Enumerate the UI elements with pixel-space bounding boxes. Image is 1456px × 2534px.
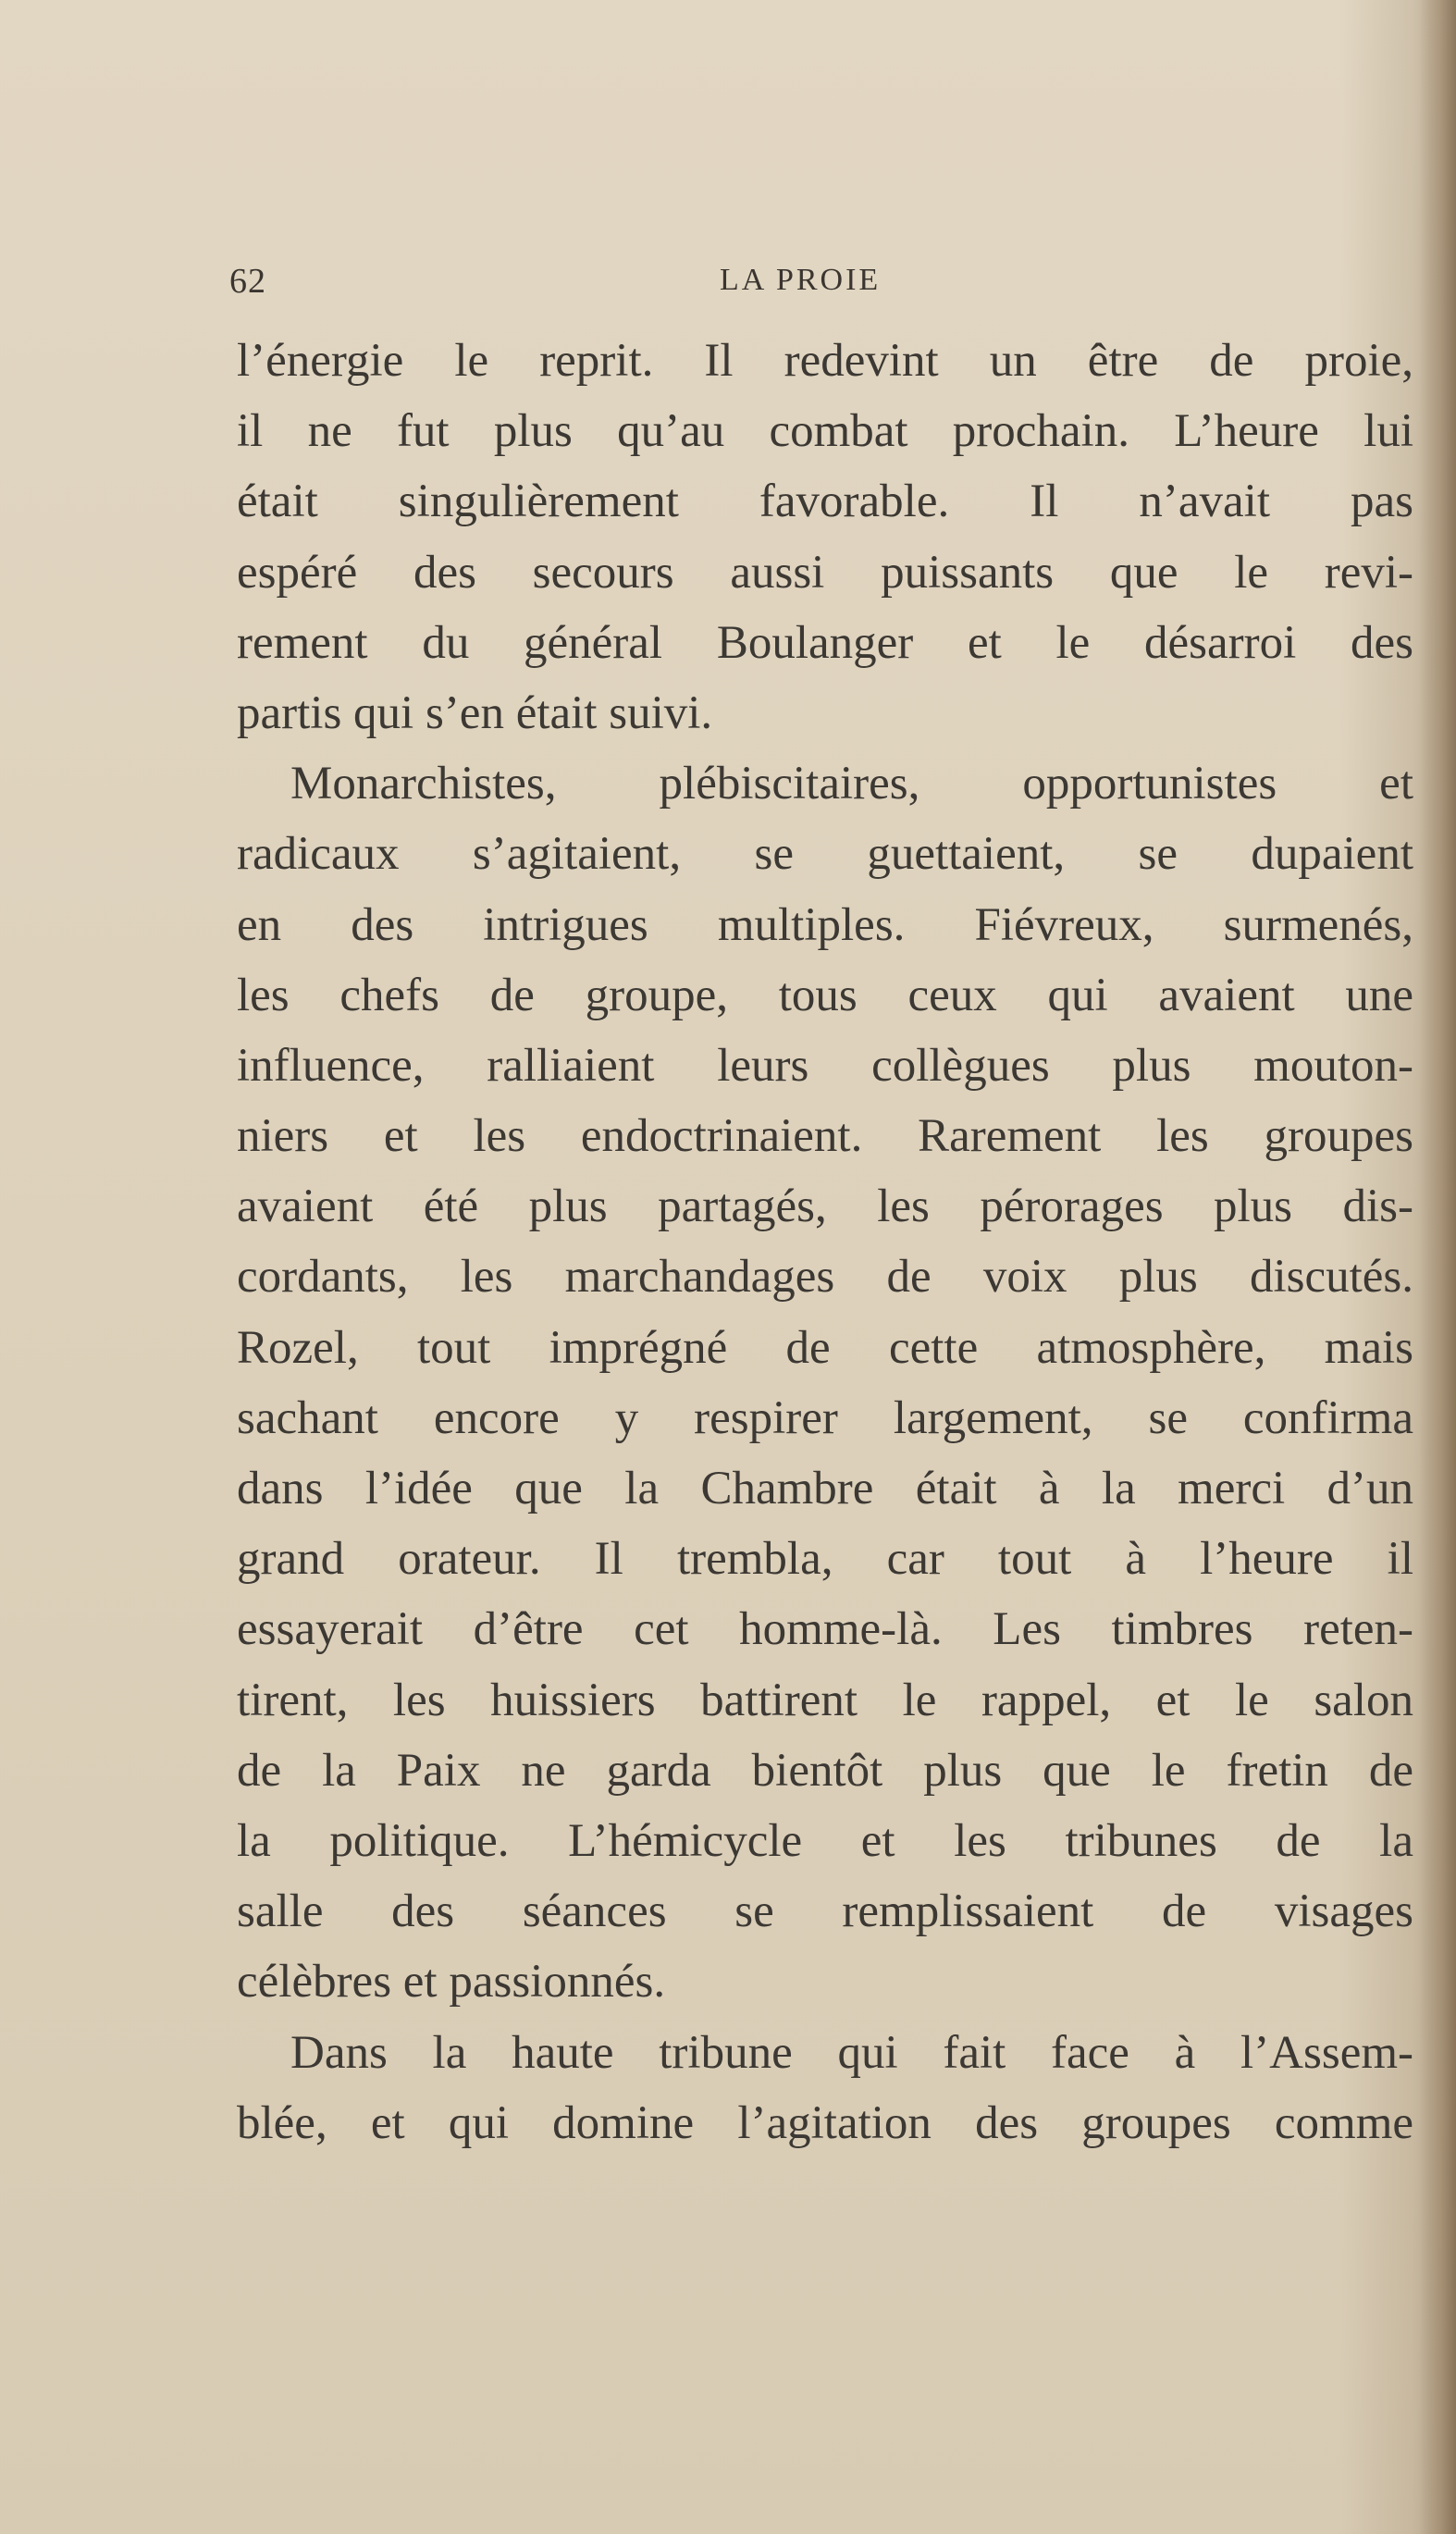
text-line: salle des séances se remplissaient de visages <box>237 1885 1413 1938</box>
text-line: Rozel, tout imprégné de cette atmosphère, mais <box>237 1321 1413 1374</box>
text-line: Monarchistes, plébiscitaires, opportunistes et <box>290 758 1413 810</box>
text-line: blée, et qui domine l’agitation des groupes comme <box>237 2096 1413 2149</box>
text-line: rement du général Boulanger et le désarroi des <box>237 616 1413 669</box>
text-line: les chefs de groupe, tous ceux qui avaient une <box>237 969 1413 1021</box>
text-line: la politique. L’hémicycle et les tribunes de la <box>237 1814 1413 1867</box>
text-line: cordants, les marchandages de voix plus discutés. <box>237 1251 1413 1304</box>
text-line: avaient été plus partagés, les pérorages plus dis- <box>237 1180 1413 1233</box>
text-line: Dans la haute tribune qui fait face à l’Assem- <box>290 2026 1413 2079</box>
running-title: LA PROIE <box>720 263 882 297</box>
running-header <box>229 261 1413 307</box>
text-line: il ne fut plus qu’au combat prochain. L’heure lui <box>237 405 1413 458</box>
text-line: célèbres et passionnés. <box>237 1956 666 2009</box>
text-line: de la Paix ne garda bientôt plus que le fretin de <box>237 1744 1413 1797</box>
text-line: espéré des secours aussi puissants que le revi- <box>237 546 1413 599</box>
body-text <box>237 326 1413 2158</box>
text-line: tirent, les huissiers battirent le rappel, et le salon <box>237 1674 1413 1726</box>
text-line: en des intrigues multiples. Fiévreux, surmenés, <box>237 898 1413 951</box>
text-line: partis qui s’en était suivi. <box>237 686 713 739</box>
text-line: sachant encore y respirer largement, se confirma <box>237 1391 1413 1444</box>
binding-shadow <box>1419 0 1456 2534</box>
text-line: essayerait d’être cet homme-là. Les timbres reten- <box>237 1603 1413 1656</box>
text-line: l’énergie le reprit. Il redevint un être de proie, <box>237 335 1413 387</box>
text-line: était singulièrement favorable. Il n’avait pas <box>237 476 1413 528</box>
text-line: influence, ralliaient leurs collègues plus mouton- <box>237 1039 1413 1092</box>
text-line: grand orateur. Il trembla, car tout à l’heure il <box>237 1533 1413 1586</box>
page-number: 62 <box>229 262 266 301</box>
text-line: dans l’idée que la Chambre était à la merci d’un <box>237 1463 1413 1514</box>
text-line: niers et les endoctrinaient. Rarement les groupes <box>237 1110 1413 1163</box>
text-line: radicaux s’agitaient, se guettaient, se dupaient <box>237 828 1413 881</box>
